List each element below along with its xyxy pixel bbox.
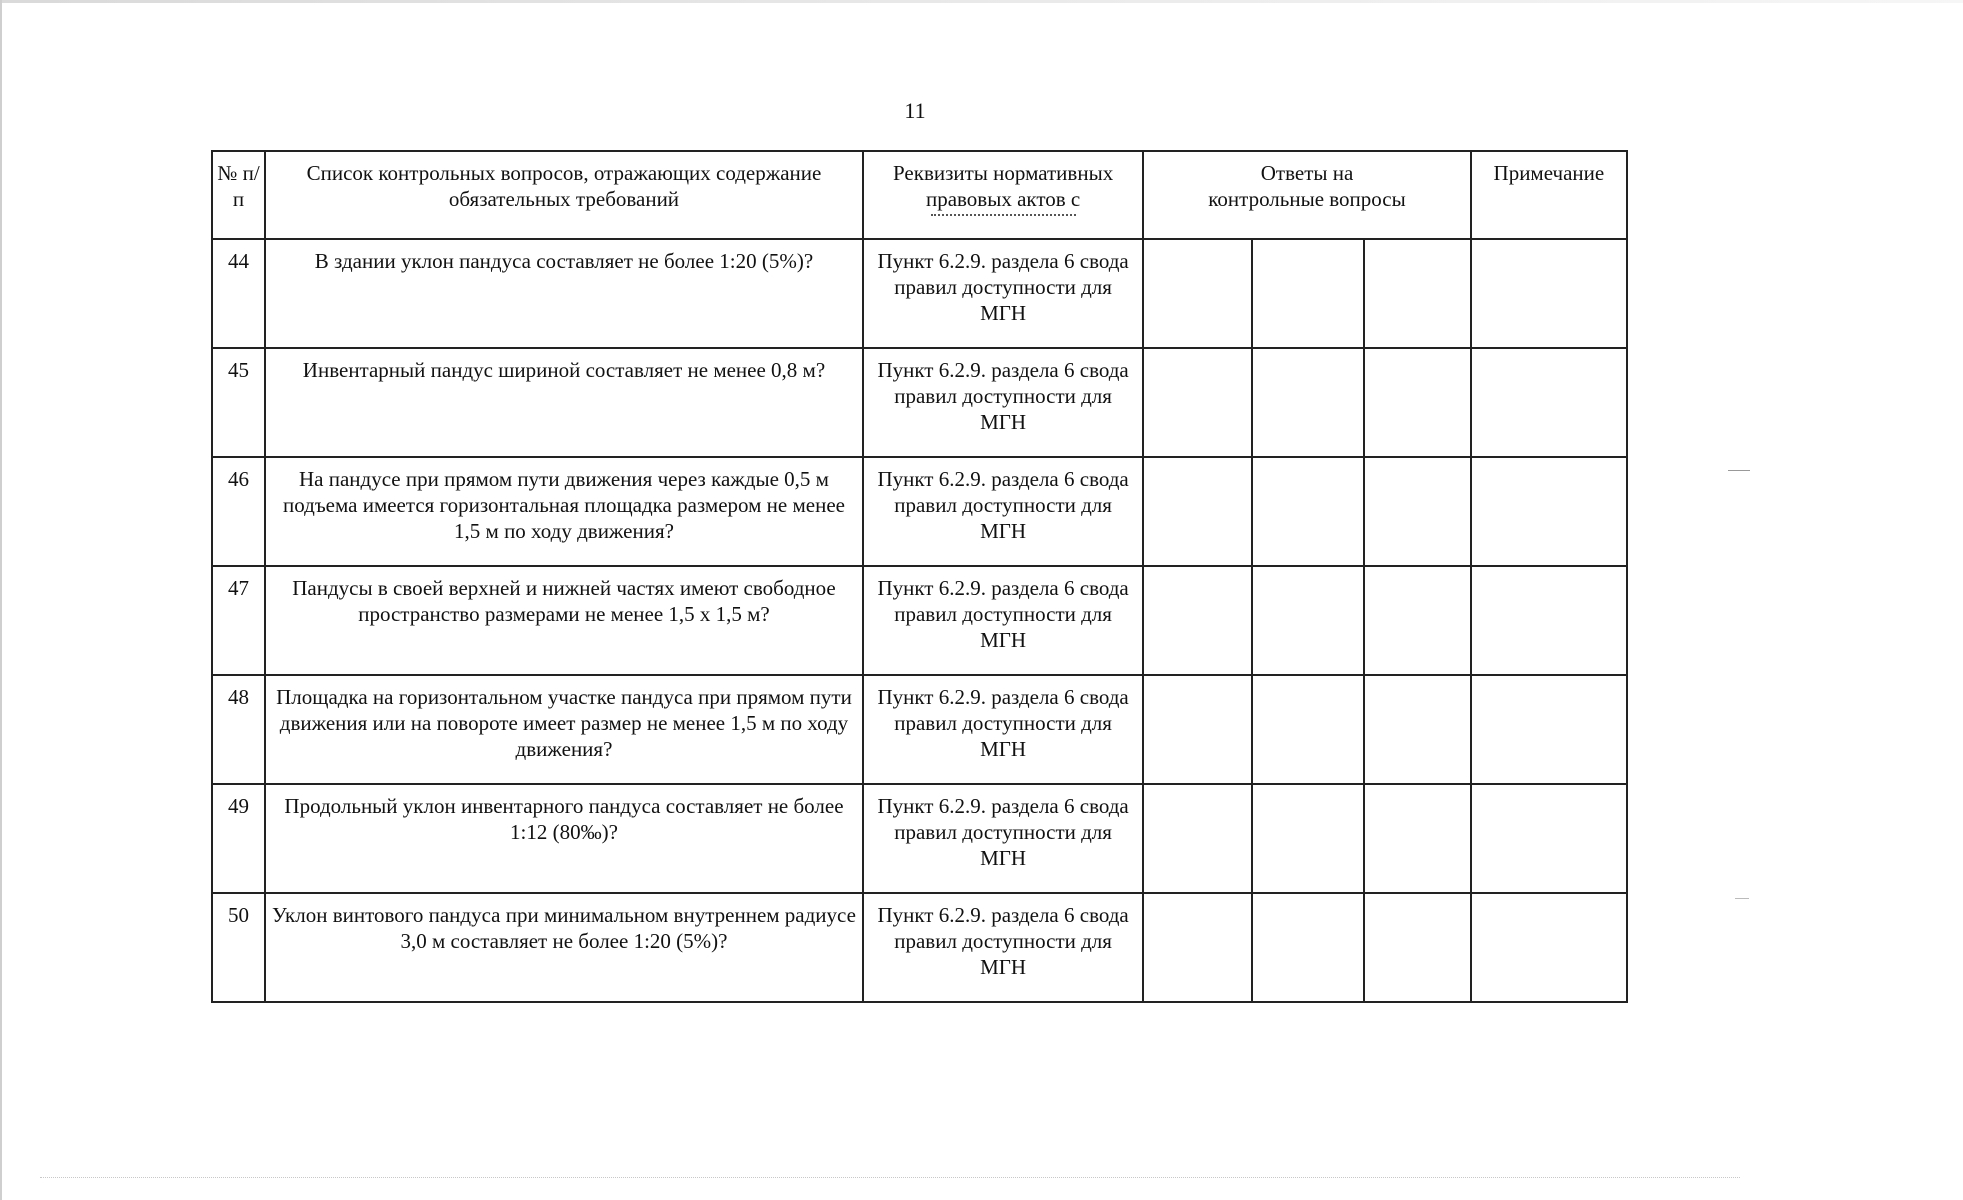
answer-cell-2[interactable]	[1252, 675, 1363, 784]
checklist-table	[211, 150, 1628, 1003]
row-num: 48	[212, 675, 265, 784]
answer-cell-3[interactable]	[1364, 893, 1471, 1002]
page-number: 11	[904, 98, 926, 123]
row-reference: Пункт 6.2.9. раздела 6 свода правил доступности для МГН	[863, 239, 1143, 348]
margin-mark	[1735, 898, 1749, 899]
answer-cell-1[interactable]	[1143, 457, 1252, 566]
row-question: Продольный уклон инвентарного пандуса составляет не более 1:12 (80‰)?	[265, 784, 863, 893]
header-reference-cut-text	[931, 214, 1076, 216]
margin-mark	[1728, 470, 1750, 471]
answer-cell-1[interactable]	[1143, 893, 1252, 1002]
answer-cell-3[interactable]	[1364, 784, 1471, 893]
answer-cell-1[interactable]	[1143, 566, 1252, 675]
row-num: 46	[212, 457, 265, 566]
table-row	[212, 675, 1627, 784]
scan-artifact-bottom	[40, 1177, 1740, 1178]
row-question: Площадка на горизонтальном участке пандуса при прямом пути движения или на повороте имеет размер не менее 1,5 м по ходу движения?	[265, 675, 863, 784]
answer-cell-3[interactable]	[1364, 348, 1471, 457]
table-row	[212, 893, 1627, 1002]
header-reference-text: Реквизиты нормативных правовых актов с	[893, 161, 1114, 211]
row-reference: Пункт 6.2.9. раздела 6 свода правил доступности для МГН	[863, 675, 1143, 784]
row-reference: Пункт 6.2.9. раздела 6 свода правил доступности для МГН	[863, 566, 1143, 675]
row-question: Уклон винтового пандуса при минимальном внутреннем радиусе 3,0 м составляет не более 1:20 (5%)?	[265, 893, 863, 1002]
answer-cell-3[interactable]	[1364, 566, 1471, 675]
row-question: В здании уклон пандуса составляет не более 1:20 (5%)?	[265, 239, 863, 348]
header-question: Список контрольных вопросов, отражающих содержание обязательных требований	[265, 151, 863, 239]
table-row	[212, 566, 1627, 675]
answer-cell-3[interactable]	[1364, 457, 1471, 566]
scan-artifact-left-edge	[0, 0, 2, 1200]
answer-cell-2[interactable]	[1252, 457, 1363, 566]
header-num: № п/п	[212, 151, 265, 239]
table-header-row	[212, 151, 1627, 239]
answer-cell-2[interactable]	[1252, 239, 1363, 348]
row-reference: Пункт 6.2.9. раздела 6 свода правил доступности для МГН	[863, 784, 1143, 893]
table-row	[212, 784, 1627, 893]
note-cell[interactable]	[1471, 239, 1627, 348]
answer-cell-1[interactable]	[1143, 675, 1252, 784]
row-reference: Пункт 6.2.9. раздела 6 свода правил доступности для МГН	[863, 457, 1143, 566]
table-row	[212, 239, 1627, 348]
header-reference	[863, 151, 1143, 239]
header-note: Примечание	[1471, 151, 1627, 239]
table-row	[212, 348, 1627, 457]
row-question: На пандусе при прямом пути движения через каждые 0,5 м подъема имеется горизонтальная площадка размером не менее 1,5 м по ходу движения?	[265, 457, 863, 566]
row-reference: Пункт 6.2.9. раздела 6 свода правил доступности для МГН	[863, 893, 1143, 1002]
row-reference: Пункт 6.2.9. раздела 6 свода правил доступности для МГН	[863, 348, 1143, 457]
row-num: 44	[212, 239, 265, 348]
table-row	[212, 457, 1627, 566]
row-question: Инвентарный пандус шириной составляет не менее 0,8 м?	[265, 348, 863, 457]
note-cell[interactable]	[1471, 566, 1627, 675]
header-answers: Ответы на контрольные вопросы	[1143, 151, 1470, 239]
answer-cell-3[interactable]	[1364, 675, 1471, 784]
note-cell[interactable]	[1471, 784, 1627, 893]
answer-cell-2[interactable]	[1252, 566, 1363, 675]
note-cell[interactable]	[1471, 457, 1627, 566]
row-num: 47	[212, 566, 265, 675]
row-num: 49	[212, 784, 265, 893]
answer-cell-3[interactable]	[1364, 239, 1471, 348]
answer-cell-1[interactable]	[1143, 239, 1252, 348]
row-num: 50	[212, 893, 265, 1002]
note-cell[interactable]	[1471, 675, 1627, 784]
answer-cell-2[interactable]	[1252, 348, 1363, 457]
note-cell[interactable]	[1471, 893, 1627, 1002]
answer-cell-1[interactable]	[1143, 348, 1252, 457]
answer-cell-2[interactable]	[1252, 784, 1363, 893]
scan-artifact-top	[0, 0, 1963, 3]
answer-cell-1[interactable]	[1143, 784, 1252, 893]
row-num: 45	[212, 348, 265, 457]
row-question: Пандусы в своей верхней и нижней частях имеют свободное пространство размерами не менее 1,5 х 1,5 м?	[265, 566, 863, 675]
note-cell[interactable]	[1471, 348, 1627, 457]
answer-cell-2[interactable]	[1252, 893, 1363, 1002]
